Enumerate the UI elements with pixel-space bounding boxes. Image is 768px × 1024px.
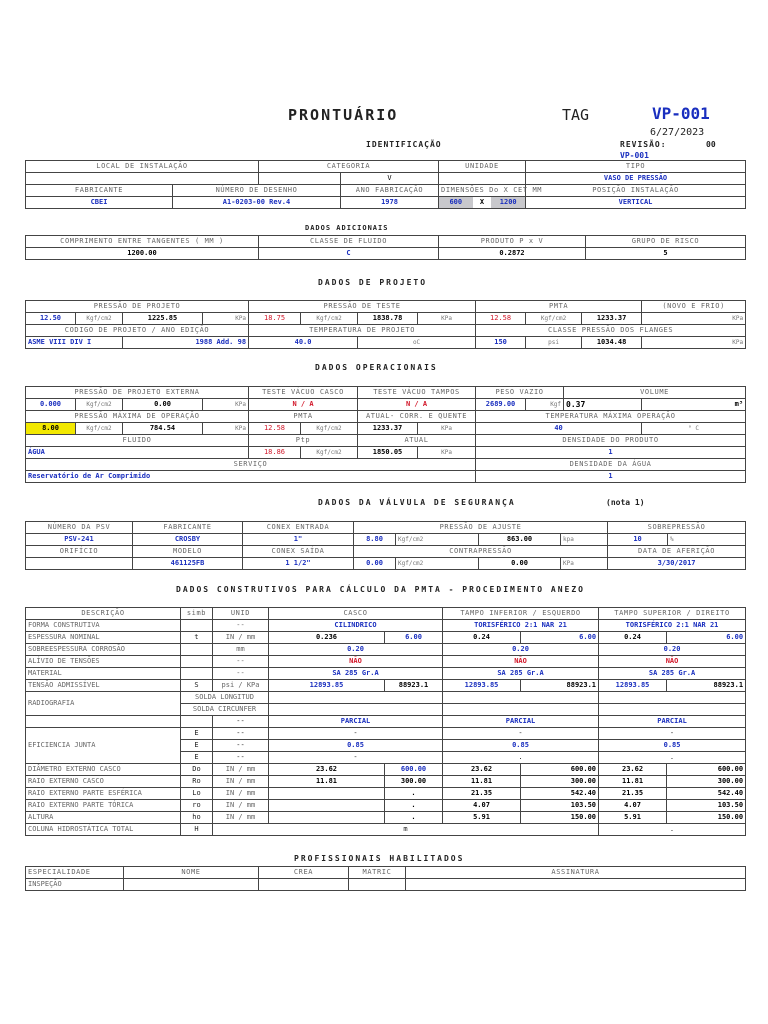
- ptp-kgf: 18.86: [249, 447, 301, 459]
- hdr-conex-ent: CONEX ENTRADA: [243, 522, 354, 534]
- valvula-title: DADOS DA VÁLVULA DE SEGURANÇA: [318, 498, 516, 507]
- ppe-kgf: 0.000: [26, 399, 76, 411]
- hdr-flanges: CLASSE PRESSÃO DOS FLANGES: [476, 325, 746, 337]
- pmta-op-kpa-unit: KPa: [418, 423, 476, 435]
- ajuste-kgf: 8.80: [354, 534, 396, 546]
- hdr-descricao: DESCRIÇÃO: [26, 608, 181, 620]
- casco-a: 23.62: [269, 764, 385, 776]
- ts-b: 150.00: [667, 812, 746, 824]
- simb-cell: S: [181, 680, 213, 692]
- tag-label: TAG: [562, 106, 590, 124]
- unidade-value: [439, 173, 526, 185]
- cp-kgf: 0.00: [354, 558, 396, 570]
- unid-cell: IN / mm: [213, 776, 269, 788]
- rad-dash: --: [213, 716, 269, 728]
- rad-simb: [181, 716, 213, 728]
- ti-ef: 0.85: [443, 740, 599, 752]
- ef-simb-3: E: [181, 752, 213, 764]
- hdr-dimensoes: DIMENSÕES Do X CET MM: [439, 185, 526, 197]
- operacionais-title: DADOS OPERACIONAIS: [315, 363, 438, 372]
- ef-simb-1: E: [181, 728, 213, 740]
- ti-b: 150.00: [521, 812, 599, 824]
- temp-op-unit: ° C: [642, 423, 746, 435]
- ti-a: 23.62: [443, 764, 521, 776]
- pmta-kgf-unit: Kgf/cm2: [526, 313, 582, 325]
- hdr-tipo: TIPO: [526, 161, 746, 173]
- descricao-cell: RAIO EXTERNO PARTE ESFÉRICA: [26, 788, 181, 800]
- peso-unit: Kgf: [526, 399, 564, 411]
- construtivo-row: [26, 668, 746, 680]
- ti-cell: 0.20: [443, 644, 599, 656]
- hdr-matric: MATRIC: [349, 867, 406, 879]
- simb-cell: [181, 644, 213, 656]
- eficiencia-label: EFICIENCIA JUNTA: [26, 728, 181, 764]
- ti-a: 12893.85: [443, 680, 521, 692]
- casco-cell: SA 285 Gr.A: [269, 668, 443, 680]
- ti-b: 88923.1: [521, 680, 599, 692]
- hdr-pressao-projeto: PRESSÃO DE PROJETO: [26, 301, 249, 313]
- coluna-m: m: [213, 824, 599, 836]
- hdr-fluido: FLUIDO: [26, 435, 249, 447]
- hdr-produto-pv: PRODUTO P x V: [439, 236, 586, 248]
- ti-parcial: PARCIAL: [443, 716, 599, 728]
- hdr-num-psv: NÚMERO DA PSV: [26, 522, 133, 534]
- casco-ef-1: -: [269, 728, 443, 740]
- vacuo-tampos-value: N / A: [358, 399, 476, 411]
- rad-empty: [26, 716, 181, 728]
- hdr-ano: ANO FABRICAÇÃO: [341, 185, 439, 197]
- cp-kpa-unit: KPa: [561, 558, 608, 570]
- ts-cell: NÃO: [599, 656, 746, 668]
- flange-psi: 150: [476, 337, 526, 349]
- unid-cell: IN / mm: [213, 800, 269, 812]
- orificio-value: [26, 558, 133, 570]
- unid-cell: --: [213, 620, 269, 632]
- ti-b: 103.50: [521, 800, 599, 812]
- radiografia-label: RADIOGRAFIA: [26, 692, 181, 716]
- tipo-value: VASO DE PRESSÃO: [526, 173, 746, 185]
- inspecao-assinatura[interactable]: [406, 879, 746, 891]
- ts-cell: TORISFÉRICO 2:1 NAR 21: [599, 620, 746, 632]
- solda-circ-label: SOLDA CIRCUNFER: [181, 704, 269, 716]
- servico-value: Reservatório de Ar Comprimido: [26, 471, 476, 483]
- casco-parcial: PARCIAL: [269, 716, 443, 728]
- construtivo-row: [26, 788, 746, 800]
- descricao-cell: ESPESSURA NOMINAL: [26, 632, 181, 644]
- unid-cell: IN / mm: [213, 764, 269, 776]
- casco-b: 600.00: [385, 764, 443, 776]
- construtivo-row: [26, 632, 746, 644]
- hdr-atual: ATUAL: [358, 435, 476, 447]
- construtivo-row: [26, 644, 746, 656]
- hdr-pressao-externa: PRESSÃO DE PROJETO EXTERNA: [26, 387, 249, 399]
- ti-b: 542.40: [521, 788, 599, 800]
- hdr-densidade-agua: DENSIDADE DA ÁGUA: [476, 459, 746, 471]
- inspecao-matric[interactable]: [349, 879, 406, 891]
- casco-rad-top: [269, 692, 443, 704]
- flange-kpa-unit: KPa: [642, 337, 746, 349]
- hdr-tampo-inf: TAMPO INFERIOR / ESQUERDO: [443, 608, 599, 620]
- casco-cell: 0.20: [269, 644, 443, 656]
- desenho-value: A1-0203-00 Rev.4: [173, 197, 341, 209]
- ts-b: 6.00: [667, 632, 746, 644]
- descricao-cell: ALTURA: [26, 812, 181, 824]
- ts-ef-3: .: [599, 752, 746, 764]
- ti-a: 21.35: [443, 788, 521, 800]
- ef-dash-3: --: [213, 752, 269, 764]
- ts-a: 0.24: [599, 632, 667, 644]
- ef-simb-2: E: [181, 740, 213, 752]
- hdr-codigo: CODIGO DE PROJETO / ANO EDIÇÃO: [26, 325, 249, 337]
- hdr-unid: UNID: [213, 608, 269, 620]
- ts-rad-bottom: [599, 704, 746, 716]
- ts-b: 88923.1: [667, 680, 746, 692]
- comprimento-value: 1200.00: [26, 248, 259, 260]
- ts-a: 4.07: [599, 800, 667, 812]
- profissionais-table: [25, 866, 746, 891]
- pmta-kgf: 12.58: [476, 313, 526, 325]
- produto-pv-value: 0.2872: [439, 248, 586, 260]
- ptp-kpa: 1850.05: [358, 447, 418, 459]
- hdr-ptp: Ptp: [249, 435, 358, 447]
- inspecao-nome[interactable]: [124, 879, 259, 891]
- dim-cet: 1200: [491, 197, 525, 208]
- construtivo-row: [26, 620, 746, 632]
- vacuo-casco-value: N / A: [249, 399, 358, 411]
- tag-small: VP-001: [620, 151, 649, 160]
- hdr-desenho: NÚMERO DE DESENHO: [173, 185, 341, 197]
- hdr-unidade: UNIDADE: [439, 161, 526, 173]
- unid-cell: IN / mm: [213, 788, 269, 800]
- hdr-simb: simb: [181, 608, 213, 620]
- hdr-servico: SERVIÇO: [26, 459, 476, 471]
- profissionais-title: PROFISSIONAIS HABILITADOS: [294, 854, 465, 863]
- ef-dash-2: --: [213, 740, 269, 752]
- construtivo-row: [26, 776, 746, 788]
- dimensoes-value: [439, 197, 526, 209]
- ajuste-kpa-unit: kpa: [561, 534, 608, 546]
- fluido-value: ÁGUA: [26, 447, 249, 459]
- casco-a: 0.236: [269, 632, 385, 644]
- hdr-fabricante: FABRICANTE: [26, 185, 173, 197]
- descricao-cell: DIÂMETRO EXTERNO CASCO: [26, 764, 181, 776]
- construtivo-row: [26, 656, 746, 668]
- ti-cell: SA 285 Gr.A: [443, 668, 599, 680]
- sobre-unit: %: [668, 534, 746, 546]
- revisao-label: REVISÃO:: [620, 140, 667, 149]
- hdr-comprimento: COMPRIMENTO ENTRE TANGENTES ( MM ): [26, 236, 259, 248]
- pmta-kpa: 1233.37: [582, 313, 642, 325]
- categoria-empty: [259, 173, 341, 185]
- ts-a: 5.91: [599, 812, 667, 824]
- descricao-cell: MATERIAL: [26, 668, 181, 680]
- ti-ef-3: .: [443, 752, 599, 764]
- ppe-kgf-unit: Kgf/cm2: [76, 399, 123, 411]
- ti-b: 300.00: [521, 776, 599, 788]
- projeto-table: [25, 300, 746, 349]
- pmta-op-kpa: 1233.37: [358, 423, 418, 435]
- ts-ef: 0.85: [599, 740, 746, 752]
- casco-cell: CILINDRICO: [269, 620, 443, 632]
- volume-value: 0.37: [564, 399, 642, 411]
- simb-cell: Do: [181, 764, 213, 776]
- ts-parcial: PARCIAL: [599, 716, 746, 728]
- cp-kpa: 0.00: [479, 558, 561, 570]
- ti-ef-1: -: [443, 728, 599, 740]
- volume-unit: m³: [642, 399, 746, 411]
- hdr-conex-sai: CONEX SAÍDA: [243, 546, 354, 558]
- ti-a: 0.24: [443, 632, 521, 644]
- ts-b: 542.40: [667, 788, 746, 800]
- hdr-categoria: CATEGORIA: [259, 161, 439, 173]
- simb-cell: Ro: [181, 776, 213, 788]
- sobre-value: 10: [608, 534, 668, 546]
- construtivo-row: [26, 680, 746, 692]
- pt-kpa: 1838.78: [358, 313, 418, 325]
- hdr-pressao-teste: PRESSÃO DE TESTE: [249, 301, 476, 313]
- solda-long-label: SOLDA LONGITUD: [181, 692, 269, 704]
- hdr-vacuo-casco: TESTE VÁCUO CASCO: [249, 387, 358, 399]
- simb-cell: Lo: [181, 788, 213, 800]
- hdr-local: LOCAL DE INSTALAÇÃO: [26, 161, 259, 173]
- casco-ef: 0.85: [269, 740, 443, 752]
- simb-cell: [181, 656, 213, 668]
- conex-sai-value: 1 1/2": [243, 558, 354, 570]
- hdr-tampo-sup: TAMPO SUPERIOR / DIREITO: [599, 608, 746, 620]
- unid-cell: IN / mm: [213, 632, 269, 644]
- hdr-ajuste: PRESSÃO DE AJUSTE: [354, 522, 608, 534]
- hdr-grupo-risco: GRUPO DE RISCO: [586, 236, 746, 248]
- hdr-posicao: POSIÇÃO INSTALAÇÃO: [526, 185, 746, 197]
- casco-a: [269, 800, 385, 812]
- ts-a: 11.81: [599, 776, 667, 788]
- pmo-kpa-unit: KPa: [203, 423, 249, 435]
- ti-a: 5.91: [443, 812, 521, 824]
- casco-ef-3: -: [269, 752, 443, 764]
- peso-value: 2689.00: [476, 399, 526, 411]
- pmta-op-kgf: 12.58: [249, 423, 301, 435]
- ti-b: 6.00: [521, 632, 599, 644]
- ti-cell: TORISFÉRICO 2:1 NAR 21: [443, 620, 599, 632]
- cp-kgf-unit: Kgf/cm2: [396, 558, 479, 570]
- ts-b: 103.50: [667, 800, 746, 812]
- ti-a: 4.07: [443, 800, 521, 812]
- construtivos-table: [25, 607, 746, 836]
- hdr-orificio: ORIFÍCIO: [26, 546, 133, 558]
- casco-b: .: [385, 812, 443, 824]
- coluna-dot: .: [599, 824, 746, 836]
- ptp-kgf-unit: Kgf/cm2: [301, 447, 358, 459]
- ti-rad-bottom: [443, 704, 599, 716]
- hdr-temp-max-op: TEMPERATURA MÁXIMA OPERAÇÃO: [476, 411, 746, 423]
- flange-psi-unit: psi: [526, 337, 582, 349]
- casco-b: 300.00: [385, 776, 443, 788]
- casco-b: .: [385, 800, 443, 812]
- ppe-kpa-unit: KPa: [203, 399, 249, 411]
- fab-psv-value: CROSBY: [133, 534, 243, 546]
- pp-kpa-unit: KPa: [203, 313, 249, 325]
- revisao-value: 00: [706, 140, 716, 149]
- casco-a: [269, 812, 385, 824]
- hdr-pmo: PRESSÃO MÁXIMA DE OPERAÇÃO: [26, 411, 249, 423]
- classe-fluido-value: C: [259, 248, 439, 260]
- pp-kgf: 12.50: [26, 313, 76, 325]
- ts-cell: SA 285 Gr.A: [599, 668, 746, 680]
- hdr-densidade-produto: DENSIDADE DO PRODUTO: [476, 435, 746, 447]
- casco-b: 88923.1: [385, 680, 443, 692]
- unid-cell: --: [213, 668, 269, 680]
- ano-edicao-value: 1988 Add. 98: [123, 337, 249, 349]
- ts-a: 23.62: [599, 764, 667, 776]
- hdr-temperatura: TEMPERATURA DE PROJETO: [249, 325, 476, 337]
- tag-value: VP-001: [652, 104, 710, 123]
- hdr-sobrepressao: SOBREPRESSÃO: [608, 522, 746, 534]
- descricao-cell: TENSÃO ADMISSÍVEL: [26, 680, 181, 692]
- ts-ef-1: -: [599, 728, 746, 740]
- pmta-kpa-unit: KPa: [642, 313, 746, 325]
- ti-a: 11.81: [443, 776, 521, 788]
- pt-kpa-unit: KPa: [418, 313, 476, 325]
- posicao-value: VERTICAL: [526, 197, 746, 209]
- descricao-cell: FORMA CONSTRUTIVA: [26, 620, 181, 632]
- simb-cell: ro: [181, 800, 213, 812]
- hdr-novo-frio: (NOVO E FRIO): [642, 301, 746, 313]
- ano-value: 1978: [341, 197, 439, 209]
- descricao-cell: RAIO EXTERNO PARTE TÓRICA: [26, 800, 181, 812]
- construtivo-row: [26, 812, 746, 824]
- temp-op-value: 40: [476, 423, 642, 435]
- simb-cell: [181, 668, 213, 680]
- date-value: 6/27/2023: [650, 127, 705, 138]
- hdr-nome: NOME: [124, 867, 259, 879]
- ts-rad-top: [599, 692, 746, 704]
- data-afericao-value: 3/30/2017: [608, 558, 746, 570]
- local-value: [26, 173, 259, 185]
- pmta-op-kgf-unit: Kgf/cm2: [301, 423, 358, 435]
- descricao-cell: RAIO EXTERNO CASCO: [26, 776, 181, 788]
- projeto-title: DADOS DE PROJETO: [318, 278, 428, 287]
- pmo-kpa: 784.54: [123, 423, 203, 435]
- ts-cell: 0.20: [599, 644, 746, 656]
- descricao-cell: SOBREESPESSURA CORROSÃO: [26, 644, 181, 656]
- hdr-assinatura: ASSINATURA: [406, 867, 746, 879]
- densidade-agua-value: 1: [476, 471, 746, 483]
- operacionais-table: [25, 386, 746, 483]
- hdr-casco: CASCO: [269, 608, 443, 620]
- ef-dash-1: --: [213, 728, 269, 740]
- casco-a: 11.81: [269, 776, 385, 788]
- ts-b: 600.00: [667, 764, 746, 776]
- valvula-nota: (nota 1): [606, 498, 645, 507]
- psv-value: PSV-241: [26, 534, 133, 546]
- adicionais-table: [25, 235, 746, 260]
- modelo-value: 461125FB: [133, 558, 243, 570]
- ti-cell: NÃO: [443, 656, 599, 668]
- construtivos-title: DADOS CONSTRUTIVOS PARA CÁLCULO DA PMTA - PROCEDIMENTO ANEZO: [176, 585, 585, 594]
- simb-cell: ho: [181, 812, 213, 824]
- fabricante-value: CBEI: [26, 197, 173, 209]
- pmo-kgf: 8.00: [26, 423, 76, 435]
- hdr-modelo: MODELO: [133, 546, 243, 558]
- coluna-simb: H: [181, 824, 213, 836]
- hdr-pmta: PMTA: [476, 301, 642, 313]
- coluna-label: COLUNA HIDROSTÁTICA TOTAL: [26, 824, 181, 836]
- dim-do: 600: [439, 197, 473, 208]
- construtivo-row: [26, 800, 746, 812]
- identificacao-title: IDENTIFICAÇÃO: [366, 140, 442, 149]
- temp-value: 40.0: [249, 337, 358, 349]
- ti-b: 600.00: [521, 764, 599, 776]
- unid-cell: mm: [213, 644, 269, 656]
- adicionais-title: DADOS ADICIONAIS: [305, 224, 389, 232]
- simb-cell: [181, 620, 213, 632]
- conex-ent-value: 1": [243, 534, 354, 546]
- hdr-atual-corr: ATUAL- CORR. E QUENTE: [358, 411, 476, 423]
- casco-cell: NÃO: [269, 656, 443, 668]
- ajuste-kpa: 863.00: [479, 534, 561, 546]
- valvula-table: [25, 521, 746, 570]
- casco-a: 12893.85: [269, 680, 385, 692]
- ts-b: 300.00: [667, 776, 746, 788]
- hdr-classe-fluido: CLASSE DE FLUIDO: [259, 236, 439, 248]
- ti-rad-top: [443, 692, 599, 704]
- hdr-crea: CREA: [259, 867, 349, 879]
- unid-cell: psi / KPa: [213, 680, 269, 692]
- codigo-value: ASME VIII DIV I: [26, 337, 123, 349]
- densidade-produto-value: 1: [476, 447, 746, 459]
- ajuste-kgf-unit: Kgf/cm2: [396, 534, 479, 546]
- pmo-kgf-unit: Kgf/cm2: [76, 423, 123, 435]
- grupo-risco-value: 5: [586, 248, 746, 260]
- categoria-value: V: [341, 173, 439, 185]
- hdr-data-afericao: DATA DE AFERIÇÃO: [608, 546, 746, 558]
- document-title: PRONTUÁRIO: [288, 106, 399, 124]
- hdr-contrapressao: CONTRAPRESSÃO: [354, 546, 608, 558]
- casco-a: [269, 788, 385, 800]
- hdr-volume: VOLUME: [564, 387, 746, 399]
- ptp-kpa-unit: KPa: [418, 447, 476, 459]
- casco-rad-bottom: [269, 704, 443, 716]
- ts-a: 12893.85: [599, 680, 667, 692]
- hdr-pmta-op: PMTA: [249, 411, 358, 423]
- ts-a: 21.35: [599, 788, 667, 800]
- construtivo-row: [26, 764, 746, 776]
- casco-b: .: [385, 788, 443, 800]
- unid-cell: IN / mm: [213, 812, 269, 824]
- casco-b: 6.00: [385, 632, 443, 644]
- hdr-especialidade: ESPECIALIDADE: [26, 867, 124, 879]
- dim-x: X: [479, 198, 485, 206]
- pt-kgf-unit: Kgf/cm2: [301, 313, 358, 325]
- temp-unit: oC: [358, 337, 476, 349]
- hdr-vacuo-tampos: TESTE VÁCUO TAMPOS: [358, 387, 476, 399]
- inspecao-crea[interactable]: [259, 879, 349, 891]
- flange-kpa: 1034.48: [582, 337, 642, 349]
- unid-cell: --: [213, 656, 269, 668]
- hdr-peso-vazio: PESO VAZIO: [476, 387, 564, 399]
- pt-kgf: 18.75: [249, 313, 301, 325]
- descricao-cell: ALÍVIO DE TENSÕES: [26, 656, 181, 668]
- inspecao-label: INSPEÇÃO: [26, 879, 124, 891]
- pp-kpa: 1225.85: [123, 313, 203, 325]
- simb-cell: t: [181, 632, 213, 644]
- hdr-fab-psv: FABRICANTE: [133, 522, 243, 534]
- pp-kgf-unit: Kgf/cm2: [76, 313, 123, 325]
- ppe-kpa: 0.00: [123, 399, 203, 411]
